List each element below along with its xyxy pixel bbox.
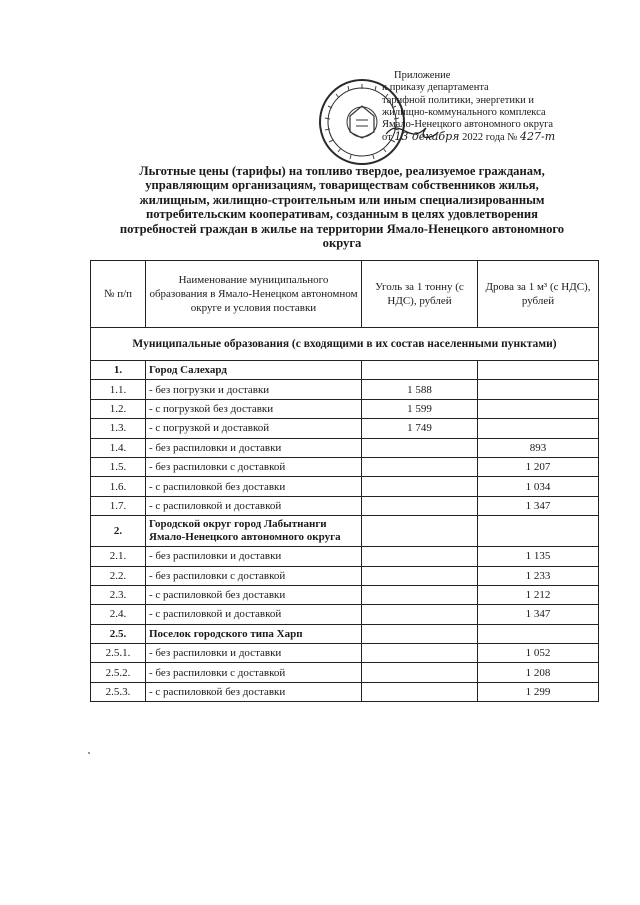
row-wood-price: [478, 399, 599, 418]
row-coal-price: [362, 585, 478, 604]
table-row: [91, 361, 599, 380]
row-name: - без распиловки с доставкой: [146, 663, 362, 682]
row-name: - с распиловкой без доставки: [146, 585, 362, 604]
row-number: 1.3.: [91, 419, 146, 438]
approval-date-line: [382, 131, 622, 144]
table-row: [91, 477, 599, 496]
table-row: [91, 516, 599, 547]
row-number: 2.4.: [91, 605, 146, 624]
row-number: 1.: [91, 361, 146, 380]
row-coal-price: [362, 644, 478, 663]
table-row: [91, 663, 599, 682]
table-row: [91, 624, 599, 643]
row-wood-price: [478, 516, 599, 547]
row-name: - без распиловки с доставкой: [146, 457, 362, 476]
row-coal-price: [362, 682, 478, 701]
table-row: [91, 605, 599, 624]
document-title: [96, 164, 588, 250]
row-wood-price: 893: [478, 438, 599, 457]
row-wood-price: 1 208: [478, 663, 599, 682]
row-wood-price: 1 233: [478, 566, 599, 585]
scan-dot: [88, 752, 90, 754]
row-name: - с распиловкой без доставки: [146, 682, 362, 701]
table-row: [91, 457, 599, 476]
table-row: [91, 682, 599, 701]
header-wood: Дрова за 1 м³ (с НДС), рублей: [478, 261, 599, 328]
title-line: управляющим организациям, товариществам собственников жилья,: [145, 178, 539, 193]
table-row: [91, 419, 599, 438]
row-wood-price: [478, 361, 599, 380]
row-name: - без погрузки и доставки: [146, 380, 362, 399]
row-coal-price: [362, 547, 478, 566]
row-wood-price: 1 034: [478, 477, 599, 496]
approval-block: [382, 70, 622, 145]
date-suffix: 2022 года №: [462, 132, 518, 144]
title-line: округа: [322, 236, 362, 251]
title-line: потребительским кооперативам, созданным в целях удовлетворения: [146, 207, 538, 222]
row-number: 2.: [91, 516, 146, 547]
row-number: 1.7.: [91, 496, 146, 515]
handwritten-number: 427-т: [519, 130, 556, 144]
title-line: потребностей граждан в жилье на территории Ямало-Ненецкого автономного: [119, 221, 565, 236]
row-coal-price: [362, 477, 478, 496]
row-wood-price: 1 052: [478, 644, 599, 663]
row-coal-price: 1 599: [362, 399, 478, 418]
row-wood-price: 1 207: [478, 457, 599, 476]
table-header-row: [91, 261, 599, 328]
approval-line: к приказу департамента: [382, 82, 489, 94]
date-prefix: от: [382, 132, 392, 144]
approval-line: тарифной политики, энергетики и: [382, 94, 534, 106]
row-number: 2.1.: [91, 547, 146, 566]
row-name: Поселок городского типа Харп: [146, 624, 362, 643]
row-number: 2.5.1.: [91, 644, 146, 663]
row-coal-price: [362, 663, 478, 682]
row-wood-price: 1 299: [478, 682, 599, 701]
approval-line: жилищно-коммунального комплекса: [382, 106, 546, 118]
row-wood-price: 1 212: [478, 585, 599, 604]
row-name: - с погрузкой и доставкой: [146, 419, 362, 438]
row-name: - без распиловки и доставки: [146, 547, 362, 566]
row-number: 1.5.: [91, 457, 146, 476]
table-row: [91, 644, 599, 663]
table-row: [91, 566, 599, 585]
row-number: 1.1.: [91, 380, 146, 399]
row-coal-price: [362, 457, 478, 476]
row-name: - с распиловкой и доставкой: [146, 496, 362, 515]
row-name: - без распиловки с доставкой: [146, 566, 362, 585]
row-number: 1.4.: [91, 438, 146, 457]
header-coal: Уголь за 1 тонну (с НДС), рублей: [362, 261, 478, 328]
row-wood-price: [478, 419, 599, 438]
row-wood-price: 1 135: [478, 547, 599, 566]
row-coal-price: [362, 605, 478, 624]
row-coal-price: [362, 566, 478, 585]
row-coal-price: [362, 496, 478, 515]
row-wood-price: [478, 624, 599, 643]
row-coal-price: [362, 361, 478, 380]
row-name: - без распиловки и доставки: [146, 438, 362, 457]
approval-line: Приложение: [394, 70, 451, 81]
row-coal-price: 1 749: [362, 419, 478, 438]
header-num: № п/п: [91, 261, 146, 328]
row-coal-price: [362, 516, 478, 547]
row-coal-price: 1 588: [362, 380, 478, 399]
row-coal-price: [362, 624, 478, 643]
row-number: 1.6.: [91, 477, 146, 496]
row-wood-price: 1 347: [478, 605, 599, 624]
row-name: - без распиловки и доставки: [146, 644, 362, 663]
row-wood-price: [478, 380, 599, 399]
title-line: Льготные цены (тарифы) на топливо твердое, реализуемое гражданам,: [139, 164, 545, 178]
handwritten-date: 13 декабря: [394, 130, 460, 144]
table-row: [91, 380, 599, 399]
row-number: 1.2.: [91, 399, 146, 418]
row-number: 2.5.3.: [91, 682, 146, 701]
title-line: жилищным, жилищно-строительным или иным специализированным: [139, 192, 545, 207]
row-number: 2.5.: [91, 624, 146, 643]
row-coal-price: [362, 438, 478, 457]
section-row: [91, 328, 599, 361]
table-row: [91, 547, 599, 566]
row-name: Городской округ город Лабытнанги Ямало-Ненецкого автономного округа: [146, 516, 362, 547]
row-number: 2.3.: [91, 585, 146, 604]
row-name: - с распиловкой без доставки: [146, 477, 362, 496]
table-row: [91, 496, 599, 515]
row-number: 2.5.2.: [91, 663, 146, 682]
price-table: [90, 260, 599, 702]
table-row: [91, 585, 599, 604]
row-wood-price: 1 347: [478, 496, 599, 515]
header-name: Наименование муниципального образования в Ямало-Ненецком автономном округе и условия поставки: [146, 261, 362, 328]
section-title: Муниципальные образования (с входящими в их состав населенными пунктами): [91, 328, 599, 361]
row-name: - с распиловкой и доставкой: [146, 605, 362, 624]
row-number: 2.2.: [91, 566, 146, 585]
row-name: Город Салехард: [146, 361, 362, 380]
table-row: [91, 399, 599, 418]
approval-line: Ямало-Ненецкого автономного округа: [382, 119, 554, 131]
table-row: [91, 438, 599, 457]
row-name: - с погрузкой без доставки: [146, 399, 362, 418]
